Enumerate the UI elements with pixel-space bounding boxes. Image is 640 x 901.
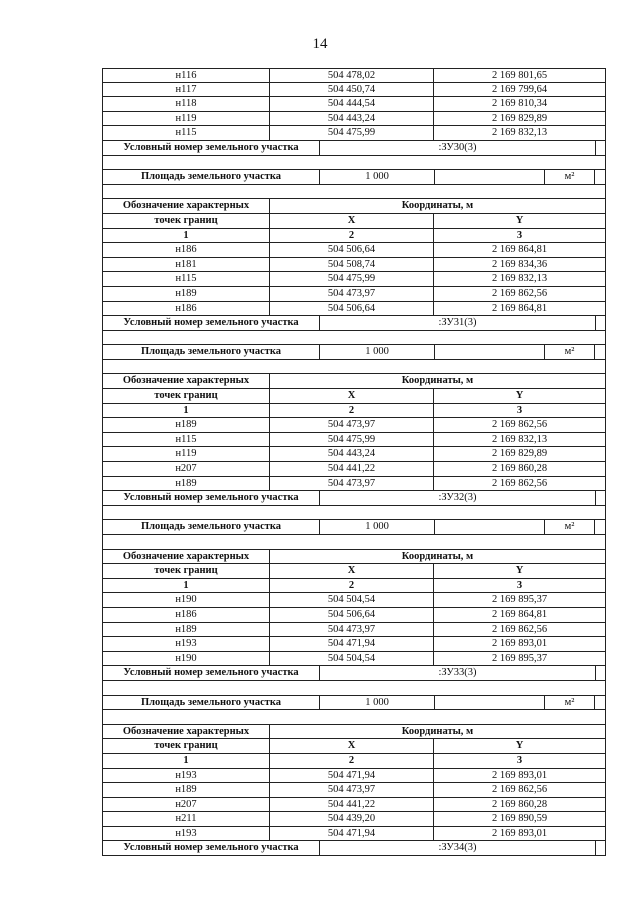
point-cell: н193 — [103, 637, 270, 651]
cadastral-row — [102, 841, 606, 856]
spacer-row — [102, 710, 606, 725]
area-value: 1 000 — [320, 170, 435, 184]
cadastral-row — [102, 491, 606, 506]
point-cell: н119 — [103, 447, 270, 461]
header-point-label-2: точек границ — [103, 389, 270, 403]
header-point-label: Обозначение характерных — [103, 550, 270, 564]
table-row — [102, 272, 606, 287]
x-cell: 504 506,64 — [270, 608, 434, 622]
y-cell: 2 169 864,81 — [491, 302, 548, 314]
header-x: X — [270, 214, 434, 228]
area-unit: м² — [545, 170, 595, 184]
table-row — [102, 593, 606, 608]
x-cell: 504 473,97 — [270, 287, 434, 301]
index-1: 1 — [103, 579, 270, 593]
header-x: X — [270, 739, 434, 753]
point-cell: н207 — [103, 462, 270, 476]
area-unit: м² — [545, 520, 595, 534]
point-cell: н189 — [103, 477, 270, 491]
table-row — [102, 477, 606, 492]
cadastral-value: :ЗУ33(3) — [320, 666, 596, 680]
y-cell: 2 169 829,89 — [491, 112, 548, 124]
point-cell: н181 — [103, 258, 270, 272]
table-row — [102, 258, 606, 273]
table-row — [102, 68, 606, 83]
header-row — [102, 550, 606, 565]
cadastral-row — [102, 141, 606, 156]
x-cell: 504 506,64 — [270, 243, 434, 257]
cadastral-label: Условный номер земельного участка — [103, 316, 320, 330]
area-unit: м² — [545, 345, 595, 359]
index-3: 3 — [516, 229, 523, 241]
y-cell: 2 169 810,34 — [491, 98, 548, 110]
table-row — [102, 418, 606, 433]
y-cell: 2 169 860,28 — [491, 463, 548, 475]
y-cell: 2 169 834,36 — [491, 258, 548, 270]
index-1: 1 — [103, 404, 270, 418]
index-row — [102, 229, 606, 244]
x-cell: 504 506,64 — [270, 302, 434, 316]
y-cell: 2 169 799,64 — [491, 83, 548, 95]
area-row — [102, 170, 606, 185]
y-cell: 2 169 893,01 — [491, 827, 548, 839]
index-row — [102, 579, 606, 594]
cadastral-row — [102, 316, 606, 331]
y-cell: 2 169 862,56 — [491, 784, 548, 796]
y-cell: 2 169 893,01 — [491, 638, 548, 650]
cadastral-label: Условный номер земельного участка — [103, 491, 320, 505]
table-row — [102, 302, 606, 317]
x-cell: 504 441,22 — [270, 798, 434, 812]
y-cell: 2 169 829,89 — [491, 448, 548, 460]
cadastral-label: Условный номер земельного участка — [103, 141, 320, 155]
table-row — [102, 83, 606, 98]
point-cell: н186 — [103, 243, 270, 257]
y-cell: 2 169 801,65 — [491, 70, 548, 81]
x-cell: 504 475,99 — [270, 126, 434, 140]
point-cell: н186 — [103, 302, 270, 316]
area-label: Площадь земельного участка — [103, 520, 320, 534]
x-cell: 504 473,97 — [270, 477, 434, 491]
table-row — [102, 637, 606, 652]
header-x: X — [270, 564, 434, 578]
y-cell: 2 169 832,13 — [491, 433, 548, 445]
cadastral-label: Условный номер земельного участка — [103, 841, 320, 855]
x-cell: 504 471,94 — [270, 637, 434, 651]
area-value: 1 000 — [320, 520, 435, 534]
table-row — [102, 608, 606, 623]
y-cell: 2 169 860,28 — [491, 798, 548, 810]
table-row — [102, 433, 606, 448]
point-cell: н119 — [103, 112, 270, 126]
y-cell: 2 169 893,01 — [491, 769, 548, 781]
y-cell: 2 169 862,56 — [491, 477, 548, 489]
area-value: 1 000 — [320, 345, 435, 359]
page-number: 14 — [312, 36, 328, 52]
point-cell: н193 — [103, 769, 270, 783]
x-cell: 504 504,54 — [270, 652, 434, 666]
point-cell: н115 — [103, 433, 270, 447]
y-cell: 2 169 862,56 — [491, 623, 548, 635]
point-cell: н189 — [103, 623, 270, 637]
header-row — [102, 564, 606, 579]
x-cell: 504 473,97 — [270, 783, 434, 797]
table-row — [102, 798, 606, 813]
header-row — [102, 739, 606, 754]
point-cell: н211 — [103, 812, 270, 826]
point-cell: н189 — [103, 418, 270, 432]
point-cell: н118 — [103, 97, 270, 111]
table-row — [102, 623, 606, 638]
table-row — [102, 812, 606, 827]
cadastral-value: :ЗУ32(3) — [320, 491, 596, 505]
spacer-row — [102, 681, 606, 696]
header-y: Y — [515, 390, 524, 402]
header-x: X — [270, 389, 434, 403]
header-coords-label: Координаты, м — [401, 375, 474, 387]
point-cell: н190 — [103, 652, 270, 666]
header-row — [102, 199, 606, 214]
point-cell: н115 — [103, 126, 270, 140]
cadastral-value: :ЗУ34(3) — [320, 841, 596, 855]
table-row — [102, 112, 606, 127]
x-cell: 504 443,24 — [270, 112, 434, 126]
point-cell: н189 — [103, 287, 270, 301]
x-cell: 504 450,74 — [270, 83, 434, 97]
x-cell: 504 473,97 — [270, 418, 434, 432]
table-row — [102, 769, 606, 784]
index-3: 3 — [516, 579, 523, 591]
table-row — [102, 462, 606, 477]
area-label: Площадь земельного участка — [103, 170, 320, 184]
cadastral-row — [102, 666, 606, 681]
x-cell: 504 504,54 — [270, 593, 434, 607]
table-row — [102, 447, 606, 462]
header-row — [102, 389, 606, 404]
y-cell: 2 169 862,56 — [491, 287, 548, 299]
table-row — [102, 97, 606, 112]
index-3: 3 — [516, 754, 523, 766]
x-cell: 504 441,22 — [270, 462, 434, 476]
x-cell: 504 478,02 — [270, 69, 434, 82]
x-cell: 504 473,97 — [270, 623, 434, 637]
x-cell: 504 439,20 — [270, 812, 434, 826]
index-2: 2 — [270, 404, 434, 418]
header-y: Y — [515, 565, 524, 577]
point-cell: н115 — [103, 272, 270, 286]
table-row — [102, 783, 606, 798]
spacer-row — [102, 506, 606, 521]
header-point-label: Обозначение характерных — [103, 374, 270, 388]
x-cell: 504 475,99 — [270, 272, 434, 286]
point-cell: н193 — [103, 827, 270, 841]
y-cell: 2 169 895,37 — [491, 594, 548, 606]
header-point-label-2: точек границ — [103, 564, 270, 578]
point-cell: н190 — [103, 593, 270, 607]
spacer-row — [102, 156, 606, 171]
spacer-row — [102, 331, 606, 346]
y-cell: 2 169 862,56 — [491, 419, 548, 431]
x-cell: 504 508,74 — [270, 258, 434, 272]
header-coords-label: Координаты, м — [401, 200, 474, 212]
index-2: 2 — [270, 579, 434, 593]
x-cell: 504 444,54 — [270, 97, 434, 111]
area-row — [102, 696, 606, 711]
x-cell: 504 443,24 — [270, 447, 434, 461]
y-cell: 2 169 864,81 — [491, 608, 548, 620]
header-row — [102, 725, 606, 740]
x-cell: 504 471,94 — [270, 769, 434, 783]
point-cell: н117 — [103, 83, 270, 97]
point-cell: н207 — [103, 798, 270, 812]
area-unit: м² — [545, 696, 595, 710]
y-cell: 2 169 832,13 — [491, 273, 548, 285]
y-cell: 2 169 864,81 — [491, 244, 548, 256]
table-row — [102, 287, 606, 302]
y-cell: 2 169 832,13 — [491, 127, 548, 139]
header-coords-label: Координаты, м — [401, 550, 474, 562]
table-row — [102, 243, 606, 258]
area-row — [102, 520, 606, 535]
header-row — [102, 374, 606, 389]
header-y: Y — [515, 214, 524, 226]
spacer-row — [102, 360, 606, 375]
index-row — [102, 404, 606, 419]
coordinates-document — [102, 68, 606, 856]
header-coords-label: Координаты, м — [401, 725, 474, 737]
index-1: 1 — [103, 229, 270, 243]
area-value: 1 000 — [320, 696, 435, 710]
area-label: Площадь земельного участка — [103, 696, 320, 710]
header-y: Y — [515, 740, 524, 752]
spacer-row — [102, 535, 606, 550]
cadastral-label: Условный номер земельного участка — [103, 666, 320, 680]
table-row — [102, 126, 606, 141]
header-row — [102, 214, 606, 229]
area-row — [102, 345, 606, 360]
y-cell: 2 169 890,59 — [491, 813, 548, 825]
index-2: 2 — [270, 754, 434, 768]
header-point-label-2: точек границ — [103, 739, 270, 753]
x-cell: 504 475,99 — [270, 433, 434, 447]
cadastral-value: :ЗУ30(3) — [320, 141, 596, 155]
table-row — [102, 827, 606, 842]
header-point-label: Обозначение характерных — [103, 199, 270, 213]
index-3: 3 — [516, 404, 523, 416]
header-point-label-2: точек границ — [103, 214, 270, 228]
table-row — [102, 652, 606, 667]
point-cell: н186 — [103, 608, 270, 622]
point-cell: н116 — [103, 69, 270, 82]
point-cell: н189 — [103, 783, 270, 797]
index-2: 2 — [270, 229, 434, 243]
area-label: Площадь земельного участка — [103, 345, 320, 359]
header-point-label: Обозначение характерных — [103, 725, 270, 739]
cadastral-value: :ЗУ31(3) — [320, 316, 596, 330]
x-cell: 504 471,94 — [270, 827, 434, 841]
index-row — [102, 754, 606, 769]
spacer-row — [102, 185, 606, 200]
y-cell: 2 169 895,37 — [491, 652, 548, 664]
index-1: 1 — [103, 754, 270, 768]
